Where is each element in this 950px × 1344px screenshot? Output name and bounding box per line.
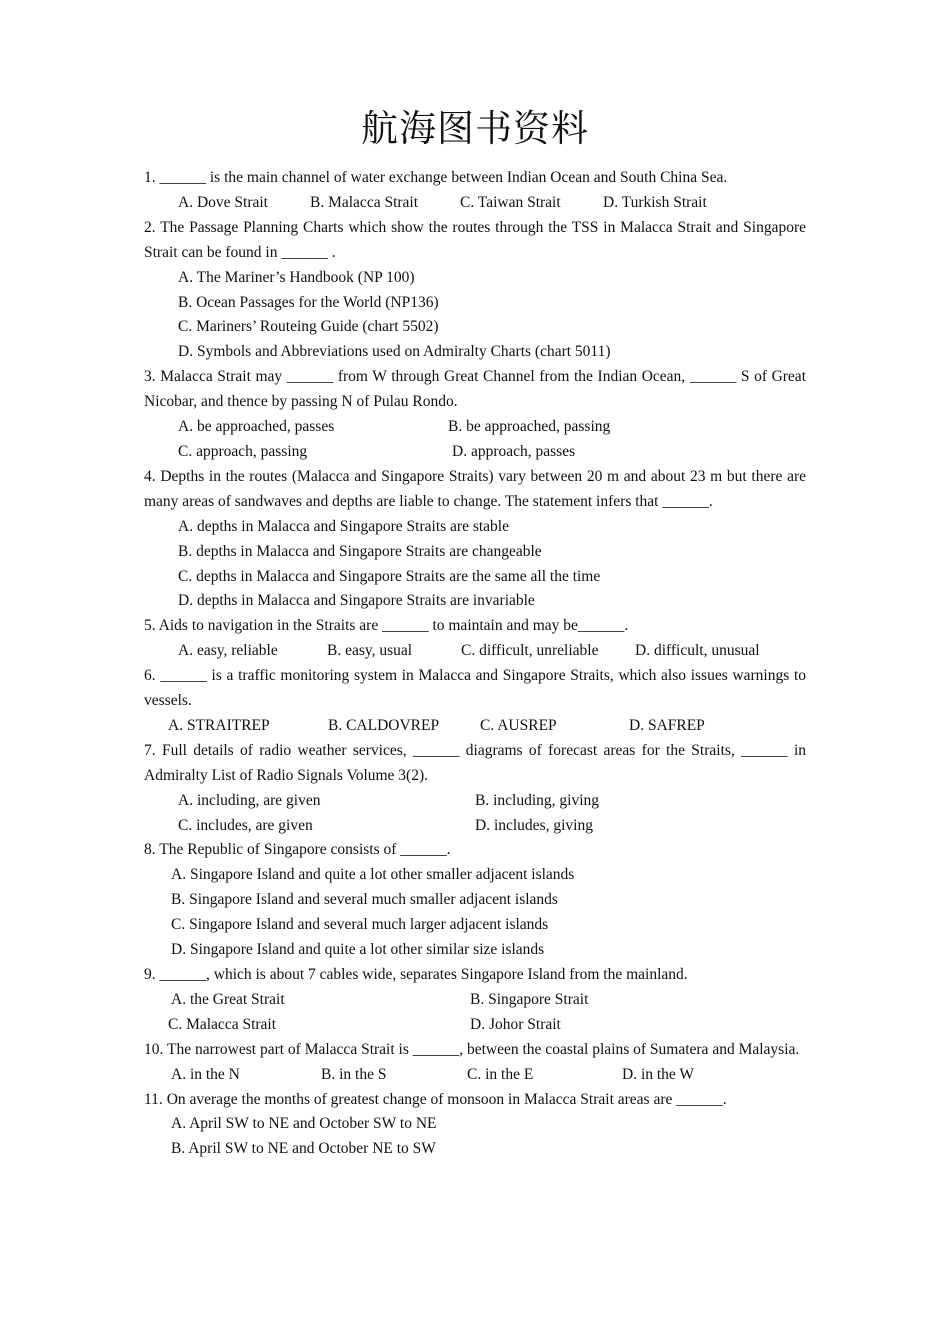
option-b: B. Singapore Strait — [470, 990, 589, 1008]
question-number: 8. — [144, 841, 156, 859]
question-text: Malacca Strait may ______ from W through Great Channel from the Indian Ocean, ______ S of Great Nicobar, and thence by passing N of Pulau Rondo. — [144, 368, 806, 411]
options-1 — [144, 191, 806, 216]
question-text: The Republic of Singapore consists of ______. — [159, 841, 451, 859]
question-number: 7. — [144, 741, 156, 759]
option-d: D. depths in Malacca and Singapore Straits are invariable — [178, 592, 535, 610]
option-b: B. including, giving — [475, 791, 599, 809]
option-d: D. Symbols and Abbreviations used on Admiralty Charts (chart 5011) — [178, 343, 611, 361]
question-number: 2. — [144, 218, 156, 236]
question-11 — [144, 1088, 806, 1113]
option-a: A. April SW to NE and October SW to NE — [171, 1115, 437, 1133]
option-b: B. depths in Malacca and Singapore Straits are changeable — [178, 542, 542, 560]
question-2 — [144, 216, 806, 266]
option-a: A. the Great Strait — [171, 990, 285, 1008]
option-a: A. Singapore Island and quite a lot other smaller adjacent islands — [171, 866, 575, 884]
options-9-row2 — [144, 1013, 806, 1038]
question-8 — [144, 838, 806, 863]
question-9 — [144, 963, 806, 988]
options-3-row1 — [144, 415, 806, 440]
options-5 — [144, 639, 806, 664]
option-a: A. STRAITREP — [168, 716, 270, 734]
option-a: A. including, are given — [178, 791, 321, 809]
option-c: C. includes, are given — [178, 816, 313, 834]
option-d: D. Turkish Strait — [603, 193, 707, 211]
option-c: C. AUSREP — [480, 716, 557, 734]
option-b: B. CALDOVREP — [328, 716, 440, 734]
option-c: C. Singapore Island and several much larger adjacent islands — [171, 916, 549, 934]
question-text: The narrowest part of Malacca Strait is ______, between the coastal plains of Sumatera and Malaysia. — [166, 1040, 800, 1058]
question-number: 1. — [144, 169, 156, 186]
option-c: C. Mariners’ Routeing Guide (chart 5502) — [178, 318, 439, 336]
option-b: B. in the S — [321, 1065, 387, 1083]
question-text: Full details of radio weather services, ______ diagrams of forecast areas for the Straits, ______ in Admiralty List of Radio Signals Volume 3(2). — [144, 741, 807, 784]
option-b: B. Singapore Island and several much smaller adjacent islands — [171, 891, 558, 909]
question-text: ______ is the main channel of water exchange between Indian Ocean and South China Sea. — [159, 169, 728, 186]
question-7 — [144, 739, 806, 789]
question-number: 9. — [144, 966, 156, 983]
question-text: On average the months of greatest change of monsoon in Malacca Strait areas are ______. — [166, 1090, 727, 1108]
question-10 — [144, 1038, 806, 1063]
question-number: 10. — [144, 1040, 164, 1058]
question-text: The Passage Planning Charts which show the routes through the TSS in Malacca Strait and Singapore Strait can be found in ______ . — [144, 218, 806, 261]
question-text: Depths in the routes (Malacca and Singapore Straits) vary between 20 m and about 23 m but there are many areas of sandwaves and depths are liable to change. The statement infers that ______. — [144, 467, 807, 510]
option-b: B. April SW to NE and October NE to SW — [171, 1140, 436, 1158]
option-b: B. Ocean Passages for the World (NP136) — [178, 293, 439, 311]
option-c: C. difficult, unreliable — [461, 642, 599, 660]
question-list — [144, 166, 806, 1162]
option-d: D. includes, giving — [475, 816, 593, 834]
option-d: D. difficult, unusual — [635, 642, 760, 660]
question-1 — [144, 166, 806, 191]
options-7-row1 — [144, 789, 806, 814]
option-d: D. SAFREP — [629, 716, 705, 734]
option-a: A. The Mariner’s Handbook (NP 100) — [178, 268, 415, 286]
question-3 — [144, 365, 806, 415]
option-a: A. easy, reliable — [178, 642, 278, 660]
question-text: ______, which is about 7 cables wide, separates Singapore Island from the mainland. — [159, 966, 688, 983]
option-c: C. in the E — [467, 1065, 534, 1083]
question-4 — [144, 465, 806, 515]
option-b: B. easy, usual — [327, 642, 413, 660]
option-a: A. Dove Strait — [178, 193, 268, 211]
options-10 — [144, 1063, 806, 1088]
page-title: 航海图书资料 — [361, 107, 589, 150]
option-c: C. Taiwan Strait — [460, 193, 561, 211]
option-d: D. Singapore Island and quite a lot other similar size islands — [171, 941, 545, 959]
options-9-row1 — [144, 988, 806, 1013]
options-6 — [144, 714, 806, 739]
option-a: A. depths in Malacca and Singapore Straits are stable — [178, 517, 509, 535]
option-b: B. Malacca Strait — [310, 193, 419, 211]
option-d: D. in the W — [622, 1065, 695, 1083]
question-6 — [144, 664, 806, 714]
option-d: D. Johor Strait — [470, 1015, 561, 1033]
options-7-row2 — [144, 814, 806, 839]
question-number: 5. — [144, 617, 156, 635]
option-c: C. approach, passing — [178, 442, 308, 460]
option-b: B. be approached, passing — [448, 418, 611, 436]
option-a: A. in the N — [171, 1065, 240, 1083]
question-number: 4. — [144, 467, 156, 485]
option-a: A. be approached, passes — [178, 418, 335, 436]
option-d: D. approach, passes — [452, 442, 576, 460]
options-3-row2 — [144, 440, 806, 465]
question-number: 6. — [144, 667, 156, 685]
option-c: C. depths in Malacca and Singapore Straits are the same all the time — [178, 567, 601, 585]
option-c: C. Malacca Strait — [168, 1015, 277, 1033]
question-number: 11. — [144, 1090, 163, 1108]
question-number: 3. — [144, 368, 156, 386]
question-text: ______ is a traffic monitoring system in Malacca and Singapore Straits, which also issues warnings to vessels. — [144, 667, 806, 710]
question-text: Aids to navigation in the Straits are ______ to maintain and may be______. — [158, 617, 629, 635]
question-5 — [144, 614, 806, 639]
